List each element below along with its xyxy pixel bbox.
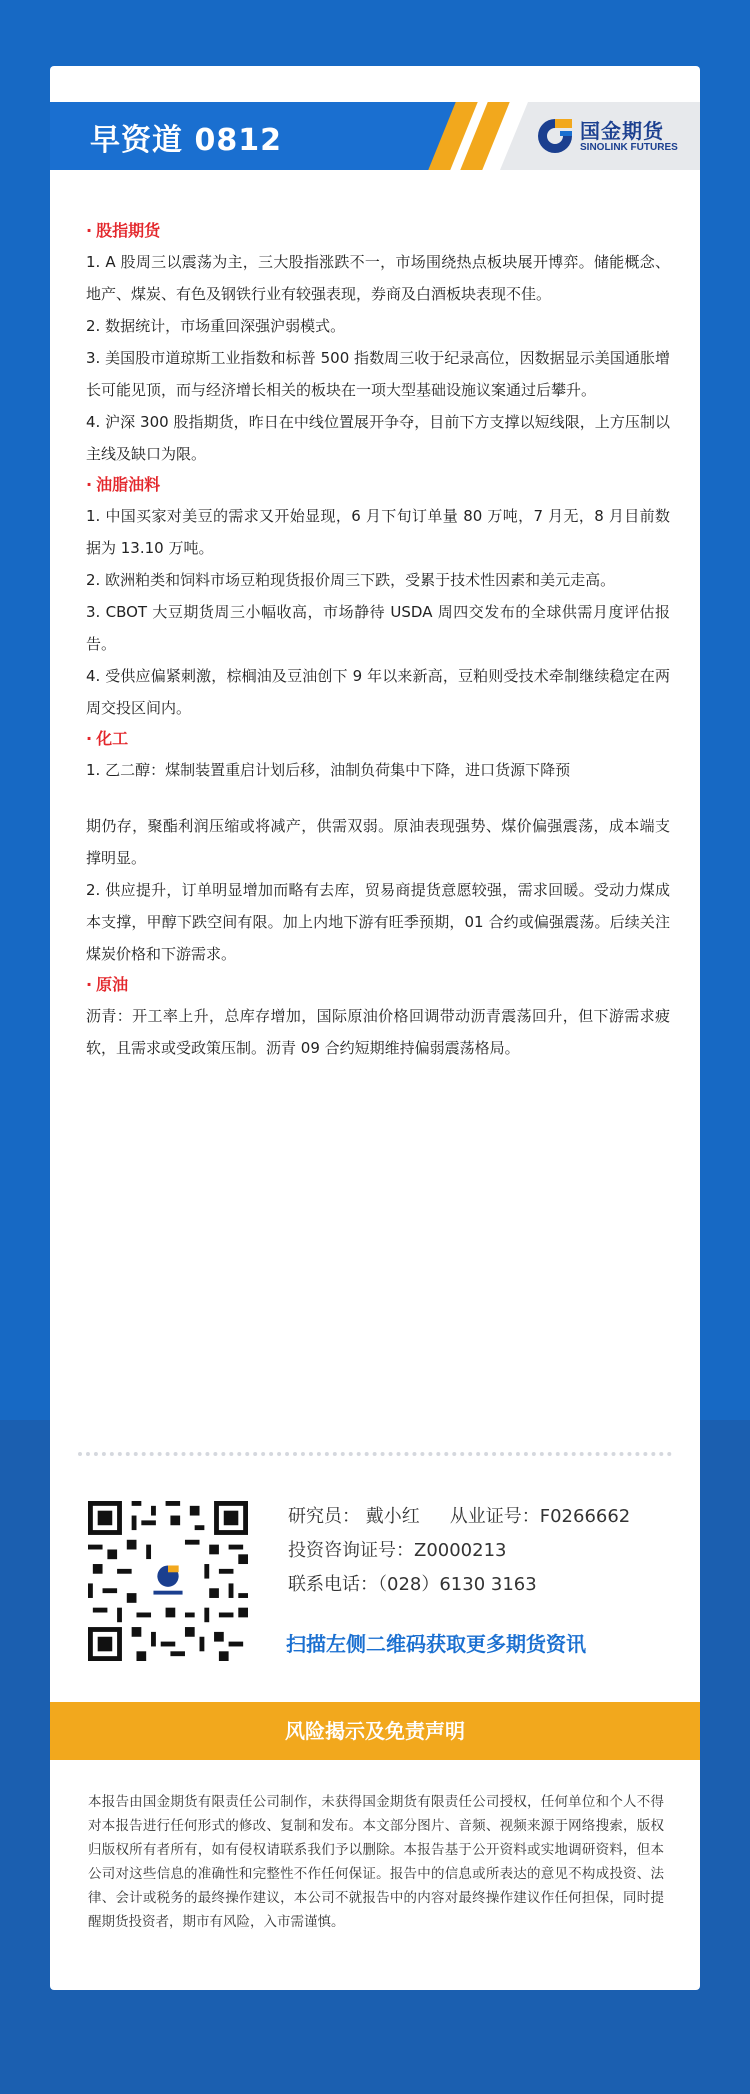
researcher-name: 研究员： 戴小红 bbox=[288, 1506, 420, 1527]
paragraph: 1. 乙二醇：煤制装置重启计划后移，油制负荷集中下降，进口货源下降预 bbox=[86, 761, 571, 779]
paragraph: 4. 沪深 300 股指期货，昨日在中线位置展开争夺，目前下方支撑以短线限，上方压制以主线及缺口为限。 bbox=[86, 413, 670, 463]
paragraph: 3. 美国股市道琼斯工业指数和标普 500 指数周三收于纪录高位，因数据显示美国通胀增长可能见顶，而与经济增长相关的板块在一项大型基础设施议案通过后攀升。 bbox=[86, 349, 670, 399]
paragraph: 1. A 股周三以震荡为主，三大股指涨跌不一，市场围绕热点板块展开博弈。储能概念、地产、煤炭、有色及钢铁行业有较强表现，券商及白酒板块表现不佳。 bbox=[86, 253, 670, 303]
report-content bbox=[86, 216, 670, 1064]
logo-chinese-name: 国金期货 bbox=[580, 119, 664, 143]
page-title: 早资道 0812 bbox=[90, 123, 282, 158]
header-banner bbox=[50, 102, 700, 170]
scan-qr-tip: 扫描左侧二维码获取更多期货资讯 bbox=[286, 1632, 586, 1656]
disclaimer-text: 本报告由国金期货有限责任公司制作，未获得国金期货有限责任公司授权，任何单位和个人不得对本报告进行任何形式的修改、复制和发布。本文部分图片、音频、视频来源于网络搜索，版权归版权所有者所有，如有侵权请联系我们予以删除。本报告基于公开资料或实地调研资料，但本公司对这些信息的准确性和完整性不作任何保证。报告中的信息或所表达的意见不构成投资、法律、会计或税务的最终操作建议，本公司不就报告中的内容对最终操作建议作任何担保，同时提醒期货投资者，期市有风险，入市需谨慎。 bbox=[88, 1794, 664, 1930]
section-title-oils: · 油脂油料 bbox=[86, 475, 161, 494]
qr-code-icon[interactable] bbox=[88, 1501, 248, 1661]
researcher-row bbox=[288, 1500, 630, 1534]
paragraph: 3. CBOT 大豆期货周三小幅收高，市场静待 USDA 周四交发布的全球供需月度评估报告。 bbox=[86, 603, 670, 653]
section-title-chemicals: · 化工 bbox=[86, 729, 129, 748]
paragraph: 4. 受供应偏紧刺激，棕榈油及豆油创下 9 年以来新高，豆粕则受技术牵制继续稳定在两周交投区间内。 bbox=[86, 667, 670, 717]
paragraph: 沥青：开工率上升，总库存增加，国际原油价格回调带动沥青震荡回升，但下游需求疲软，且需求或受政策压制。沥青 09 合约短期维持偏弱震荡格局。 bbox=[86, 1007, 670, 1057]
dotted-divider bbox=[78, 1452, 672, 1456]
sinolink-logo-icon bbox=[535, 116, 575, 156]
section-title-crude-oil: · 原油 bbox=[86, 975, 129, 994]
section-title-stock-index: · 股指期货 bbox=[86, 221, 161, 240]
paragraph: 2. 数据统计，市场重回深强沪弱模式。 bbox=[86, 317, 346, 335]
logo-english-name: SINOLINK FUTURES bbox=[580, 142, 678, 153]
paragraph-gap bbox=[86, 786, 670, 810]
contact-info bbox=[288, 1500, 630, 1602]
paragraph: 期仍存，聚酯利润压缩或将减产，供需双弱。原油表现强势、煤价偏强震荡，成本端支撑明显。 bbox=[86, 817, 670, 867]
paragraph: 2. 供应提升，订单明显增加而略有去库，贸易商提货意愿较强，需求回暖。受动力煤成本支撑，甲醇下跌空间有限。加上内地下游有旺季预期，01 合约或偏强震荡。后续关注煤炭价格和下游需求。 bbox=[86, 881, 670, 963]
report-card bbox=[50, 66, 700, 1990]
risk-disclosure-title: 风险揭示及免责声明 bbox=[285, 1719, 465, 1743]
paragraph: 1. 中国买家对美豆的需求又开始显现，6 月下旬订单量 80 万吨，7 月无，8 月目前数据为 13.10 万吨。 bbox=[86, 507, 670, 557]
practice-license: 从业证号：F0266662 bbox=[449, 1506, 631, 1527]
advisory-license: 投资咨询证号：Z0000213 bbox=[288, 1540, 507, 1561]
paragraph: 2. 欧洲粕类和饲料市场豆粕现货报价周三下跌，受累于技术性因素和美元走高。 bbox=[86, 571, 616, 589]
contact-phone: 联系电话：（028）6130 3163 bbox=[288, 1574, 537, 1595]
